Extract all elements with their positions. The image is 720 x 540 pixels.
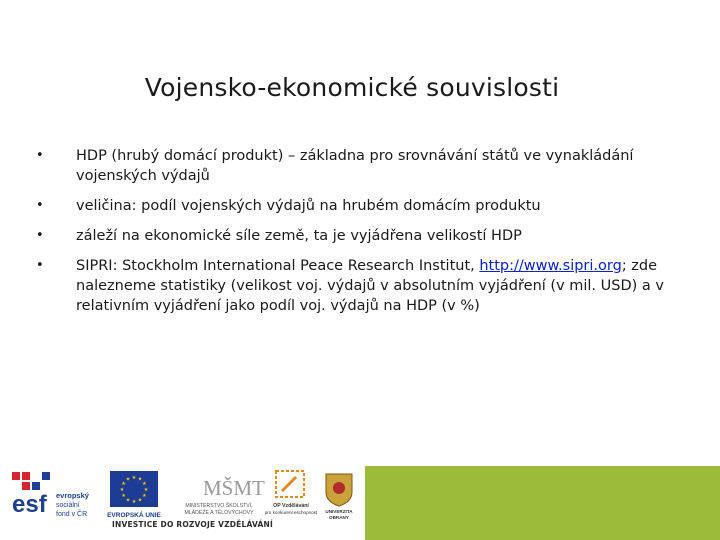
esf-line2: sociální (56, 502, 80, 509)
bullet-item-hdp (36, 146, 676, 186)
green-panel (365, 466, 720, 540)
op-vzdelavani-logo (266, 469, 316, 519)
eu-star-icon: ★ (142, 493, 147, 499)
op-line1: OP Vzdělávání (273, 503, 309, 509)
bullet-icon: • (36, 258, 44, 273)
esf-logo (10, 470, 102, 520)
univ-line2: OBRANY (329, 515, 349, 520)
bullet-item-zalezi (36, 226, 676, 246)
univ-line1: UNIVERZITA (325, 509, 353, 514)
esf-red-square (12, 472, 20, 480)
bullet-icon: • (36, 228, 44, 243)
esf-line1: evropský (56, 491, 89, 500)
emblem-icon (333, 482, 345, 494)
eu-star-icon: ★ (131, 475, 137, 481)
bullet-text: veličina: podíl vojenských výdajů na hrubém domácím produktu (76, 198, 541, 214)
esf-line3: fond v ČR (56, 511, 88, 518)
eu-star-icon: ★ (137, 476, 143, 483)
eu-star-icon: ★ (143, 487, 149, 493)
eu-star-icon: ★ (125, 497, 131, 504)
investice-tagline: INVESTICE DO ROZVOJE VZDĚLÁVÁNÍ (112, 520, 273, 529)
bullet-list (36, 146, 676, 326)
esf-mark: esf (12, 491, 47, 518)
msmt-line2: MLÁDEŽE A TĚLOVÝCHOVY (184, 510, 254, 516)
eu-star-icon: ★ (121, 481, 126, 487)
bullet-icon: • (36, 148, 44, 163)
eu-star-icon: ★ (142, 481, 147, 487)
msmt-line1: MINISTERSTVO ŠKOLSTVÍ, (185, 503, 253, 509)
eu-label: EVROPSKÁ UNIE (107, 512, 161, 519)
univerzita-obrany-logo (320, 470, 358, 520)
bullet-text-prefix: SIPRI: Stockholm International Peace Research Institut, (76, 258, 480, 274)
eu-star-icon: ★ (131, 499, 137, 505)
slide-title: Vojensko-ekonomické souvislosti (144, 72, 560, 102)
eu-flag-logo (107, 470, 161, 520)
eu-star-icon: ★ (121, 493, 126, 499)
bullet-text: HDP (hrubý domácí produkt) – základna pro srovnávání států ve vynakládání vojenských výdajů (76, 148, 634, 184)
eu-star-icon: ★ (137, 497, 143, 504)
eu-star-icon: ★ (119, 487, 125, 493)
bullet-item-sipri (36, 256, 676, 316)
bullet-text: záleží na ekonomické síle země, ta je vyjádřena velikostí HDP (76, 228, 522, 244)
eu-star-icon: ★ (125, 476, 131, 483)
bullet-icon: • (36, 198, 44, 213)
esf-blue-square (32, 482, 40, 490)
esf-red-square (22, 482, 30, 490)
msmt-logo (183, 469, 265, 519)
esf-red-square (22, 472, 30, 480)
bullet-item-velicina (36, 196, 676, 216)
op-line2: pro konkurenceschopnost (264, 510, 318, 515)
bullet-text-suffix: ; zde nalezneme statistiky (velikost voj. výdajů v absolutním vyjádření (v mil. USD) a v relativním vyjádření jako podíl voj. výdajů na HDP (v %) (76, 258, 664, 314)
esf-blue-square (42, 472, 50, 480)
msmt-mark: MŠMT (203, 476, 265, 500)
sipri-link[interactable]: http://www.sipri.org (479, 258, 622, 274)
